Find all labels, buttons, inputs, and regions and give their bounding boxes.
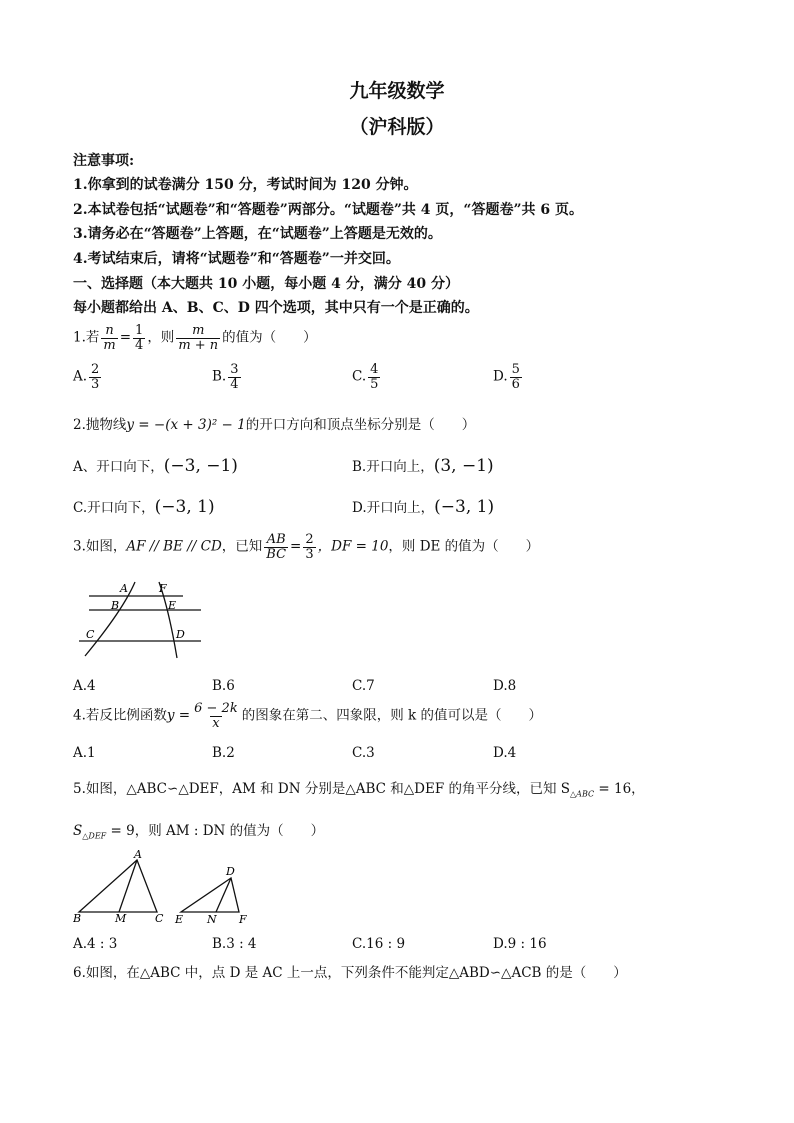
q1-option-d[interactable]: D. $\frac{5}{6}$	[493, 362, 520, 392]
q5-label-a: A	[134, 848, 142, 861]
q5-label-c: C	[155, 912, 164, 925]
section-heading: 一、选择题（本大题共 10 小题，每小题 4 分，满分 40 分）	[73, 276, 459, 292]
q2-option-b[interactable]: B.开口向上，(3, −1)	[352, 456, 494, 476]
q3-label-c: C	[86, 628, 95, 641]
note-item-2: 2.本试卷包括“试题卷”和“答题卷”两部分。“试题卷”共 4 页，“答题卷”共 6 页。	[73, 202, 584, 218]
q5-label-f: F	[239, 913, 247, 926]
note-item-1: 1.你拿到的试卷满分 150 分，考试时间为 120 分钟。	[73, 177, 418, 193]
q3-option-b[interactable]: B.6	[212, 678, 235, 694]
q1-option-c[interactable]: C. $\frac{4}{5}$	[352, 362, 379, 392]
q5-triangles-figure	[73, 848, 273, 930]
note-item-4: 4.考试结束后，请将“试题卷”和“答题卷”一并交回。	[73, 251, 400, 267]
q5-option-d[interactable]: D.9 : 16	[493, 936, 547, 952]
q2-option-a[interactable]: A、开口向下，(−3, −1)	[73, 456, 238, 476]
q5-label-n: N	[207, 913, 217, 926]
q3-fraction-2-3: $\frac{2}{3}$	[305, 532, 314, 562]
question-2: 2.抛物线y = −(x + 3)² − 1的开口方向和顶点坐标分别是（ ）	[73, 417, 476, 433]
q2-formula: y = −(x + 3)² − 1	[126, 417, 246, 433]
q4-option-a[interactable]: A.1	[73, 745, 96, 761]
q1-fraction-n-m: $\frac{n}{m}$	[103, 323, 116, 353]
q1-prefix: 1.若	[73, 329, 100, 346]
q3-option-d[interactable]: D.8	[493, 678, 517, 694]
question-6: 6.如图，在△ABC 中，点 D 是 AC 上一点，下列条件不能判定△ABD∽△ACB 的是（ ）	[73, 965, 627, 981]
q3-label-a: A	[120, 582, 128, 595]
q3-label-d: D	[176, 628, 185, 641]
question-1: 1.若 $\frac{n}{m}$ = $\frac{1}{4}$ ，则 $\frac{m}{m + n}$ 的值为（ ）	[73, 323, 317, 353]
q4-option-d[interactable]: D.4	[493, 745, 517, 761]
q5-triangle-def	[181, 878, 239, 912]
notes-heading: 注意事项:	[73, 153, 135, 169]
q4-option-c[interactable]: C.3	[352, 745, 375, 761]
q5-option-a[interactable]: A.4 : 3	[73, 936, 118, 952]
q5-label-e: E	[175, 913, 184, 926]
q1-option-b[interactable]: B. $\frac{3}{4}$	[212, 362, 239, 392]
question-4: 4.若反比例函数y = $\frac{6 - 2k}{x}$ 的图象在第二、四象限，则 k 的值可以是（ ）	[73, 701, 542, 731]
q3-option-a[interactable]: A.4	[73, 678, 96, 694]
q4-fraction: $\frac{6 - 2k}{x}$	[194, 701, 238, 731]
q5-option-c[interactable]: C.16 : 9	[352, 936, 406, 952]
q4-option-b[interactable]: B.2	[212, 745, 235, 761]
q3-label-f: F	[159, 582, 167, 595]
q3-parallel-lines-figure	[73, 580, 203, 660]
q2-option-d[interactable]: D.开口向上，(−3, 1)	[352, 497, 495, 517]
page-title: 九年级数学	[349, 80, 445, 102]
section-instruction: 每小题都给出 A、B、C、D 四个选项，其中只有一个是正确的。	[73, 300, 479, 316]
q1-fraction-1-4: $\frac{1}{4}$	[135, 323, 144, 353]
question-3: 3.如图，AF // BE // CD，已知 $\frac{AB}{BC}$ = $\frac{2}{3}$ ，DF = 10，则 DE 的值为（ ）	[73, 532, 540, 562]
q3-fraction-ab-bc: $\frac{AB}{BC}$	[266, 532, 287, 562]
q1-option-a[interactable]: A. $\frac{2}{3}$	[73, 362, 100, 392]
question-5-line-1: 5.如图，△ABC∽△DEF，AM 和 DN 分别是△ABC 和△DEF 的角平分线，已知 $S_{\triangle ABC} = 16$，	[73, 781, 645, 799]
q5-label-m: M	[115, 912, 127, 925]
q5-triangle-abc	[79, 860, 157, 912]
q3-option-c[interactable]: C.7	[352, 678, 375, 694]
note-item-3: 3.请务必在“答题卷”上答题，在“试题卷”上答题是无效的。	[73, 226, 442, 242]
q3-label-b: B	[111, 599, 120, 612]
q3-label-e: E	[168, 599, 177, 612]
q1-fraction-m-mn: $\frac{m}{m + n}$	[178, 323, 219, 353]
q5-label-d: D	[226, 865, 235, 878]
q2-option-c[interactable]: C.开口向下，(−3, 1)	[73, 497, 215, 517]
page-subtitle: （沪科版）	[349, 116, 445, 138]
q5-label-b: B	[73, 912, 82, 925]
question-5-line-2: $S_{\triangle DEF} = 9$，则 AM : DN 的值为（ ）	[73, 823, 325, 841]
q5-option-b[interactable]: B.3 : 4	[212, 936, 257, 952]
